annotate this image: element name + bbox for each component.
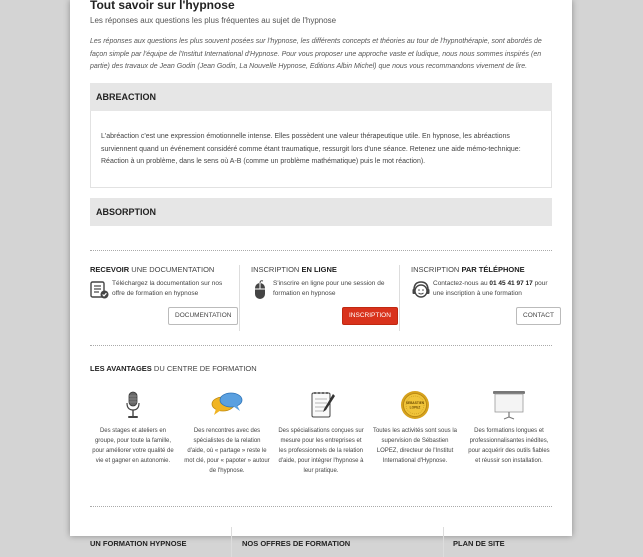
advantage-text: Des stages et ateliers en groupe, pour toute la famille, pour améliorer votre qualité de vie et gagner en autonomie. — [92, 427, 174, 464]
svg-text:SEBASTIEN: SEBASTIEN — [405, 400, 425, 405]
content — [90, 0, 552, 557]
divider — [90, 250, 552, 251]
cta-inscription-online-text: S'inscrire en ligne pour une session de formation en hypnose — [273, 279, 385, 297]
advantages-title-bold: LES AVANTAGES — [90, 363, 152, 373]
cta-text-after: pour une inscription à une formation — [433, 279, 548, 297]
document-icon — [90, 280, 110, 300]
accordion-header-absorption[interactable]: ABSORPTION — [90, 198, 552, 226]
advantage-text: Des formations longues et professionnalisantes inédites, pour acquérir des outils fiables et réussir son installation. — [468, 427, 550, 464]
footer-heading[interactable]: UN FORMATION HYPNOSE — [90, 538, 187, 548]
seal-icon — [372, 390, 458, 420]
advantage-text: Des rencontres avec des spécialistes de la relation d'aide, où « partage » reste le mot clé, pour « papoter » autour de l'hypnose. — [184, 427, 270, 474]
advantage-item — [372, 390, 458, 466]
cta-title-rest: INSCRIPTION — [411, 264, 460, 274]
footer-heading[interactable]: PLAN DE SITE — [453, 538, 505, 548]
footer-row — [90, 527, 552, 557]
cta-inscription-phone-text — [433, 279, 551, 300]
phone-number[interactable]: 01 45 41 97 17 — [489, 279, 533, 287]
cta-documentation-text: Téléchargez la documentation sur nos offre de formation en hypnose — [112, 279, 223, 297]
advantage-text: Des spécialisations conçues sur mesure pour les entreprises et les professionnels de la relation d'aide, pour intégrer l'hypnose à leur pratique. — [278, 427, 364, 474]
advantage-item — [90, 390, 176, 466]
cta-inscription-online-title — [251, 265, 391, 275]
cta-row — [90, 265, 552, 345]
footer-separator — [443, 527, 444, 557]
advantage-item — [278, 390, 364, 476]
cta-documentation — [90, 265, 230, 335]
cta-title-bold: PAR TÉLÉPHONE — [461, 264, 525, 274]
chat-bubbles-icon — [184, 390, 270, 420]
advantages-title — [90, 364, 552, 374]
cta-title-bold: RECEVOIR — [90, 264, 130, 274]
projector-screen-icon — [466, 390, 552, 420]
cta-separator — [399, 265, 400, 331]
footer-separator — [231, 527, 232, 557]
divider — [90, 506, 552, 507]
accordion-header-abreaction[interactable]: ABREACTION — [90, 83, 552, 111]
page-subtitle: Les réponses aux questions les plus fréquentes au sujet de l'hypnose — [90, 16, 337, 25]
cta-text-before: Contactez-nous au — [433, 279, 488, 287]
documentation-button[interactable]: DOCUMENTATION — [168, 307, 238, 325]
advantage-text: Toutes les activités sont sous la supervision de Sébastien LOPEZ, directeur de l'Institut International d'Hypnose. — [372, 427, 458, 464]
page-title: Tout savoir sur l'hypnose — [90, 0, 235, 12]
cta-title-rest: INSCRIPTION — [251, 264, 300, 274]
cta-inscription-phone-title — [411, 265, 552, 275]
headset-icon — [411, 280, 431, 300]
cta-title-bold: EN LIGNE — [301, 264, 337, 274]
advantages-row — [90, 390, 552, 500]
notepad-icon — [278, 390, 364, 420]
page-container — [70, 0, 572, 548]
cta-separator — [239, 265, 240, 331]
accordion-body-abreaction: L'abréaction c'est une expression émotionnelle intense. Elles possèdent une valeur thérapeutique utile. En hypnose, les abréactions surviennent quand un événement considéré comme étant traumatique, ressurgit lors d'une séance. Retenez une aide mémo-technique: Réaction à un problème, dans le sens où A-B (comme un problème mathématique) puis le mot réaction). — [90, 111, 552, 188]
svg-text:LOPEZ: LOPEZ — [409, 405, 421, 409]
advantage-item — [466, 390, 552, 466]
cta-documentation-title — [90, 265, 230, 275]
cta-title-rest: UNE DOCUMENTATION — [131, 264, 215, 274]
divider — [90, 345, 552, 346]
inscription-button[interactable]: INSCRIPTION — [342, 307, 398, 325]
cta-inscription-phone — [411, 265, 552, 335]
contact-button[interactable]: CONTACT — [516, 307, 561, 325]
mouse-icon — [251, 280, 271, 300]
advantages-title-rest: DU CENTRE DE FORMATION — [153, 363, 257, 373]
advantage-item — [184, 390, 270, 476]
microphone-icon — [90, 390, 176, 420]
intro-paragraph: Les réponses aux questions les plus souvent posées sur l'hypnose, les différents concepts et théories au tour de l'hypnothérapie, sont abordés de façon simple par l'équipe de l'Institut International d'Hypnose. Pour vous proposer une approche vaste et ludique, nous nous sommes inspirés (en partie) des travaux de Jean Godin (Jean Godin, La Nouvelle Hypnose, Editions Albin Michel) que nous vous recommandons vivement de lire. — [90, 38, 542, 70]
cta-inscription-online — [251, 265, 391, 335]
footer-heading[interactable]: NOS OFFRES DE FORMATION — [242, 538, 351, 548]
